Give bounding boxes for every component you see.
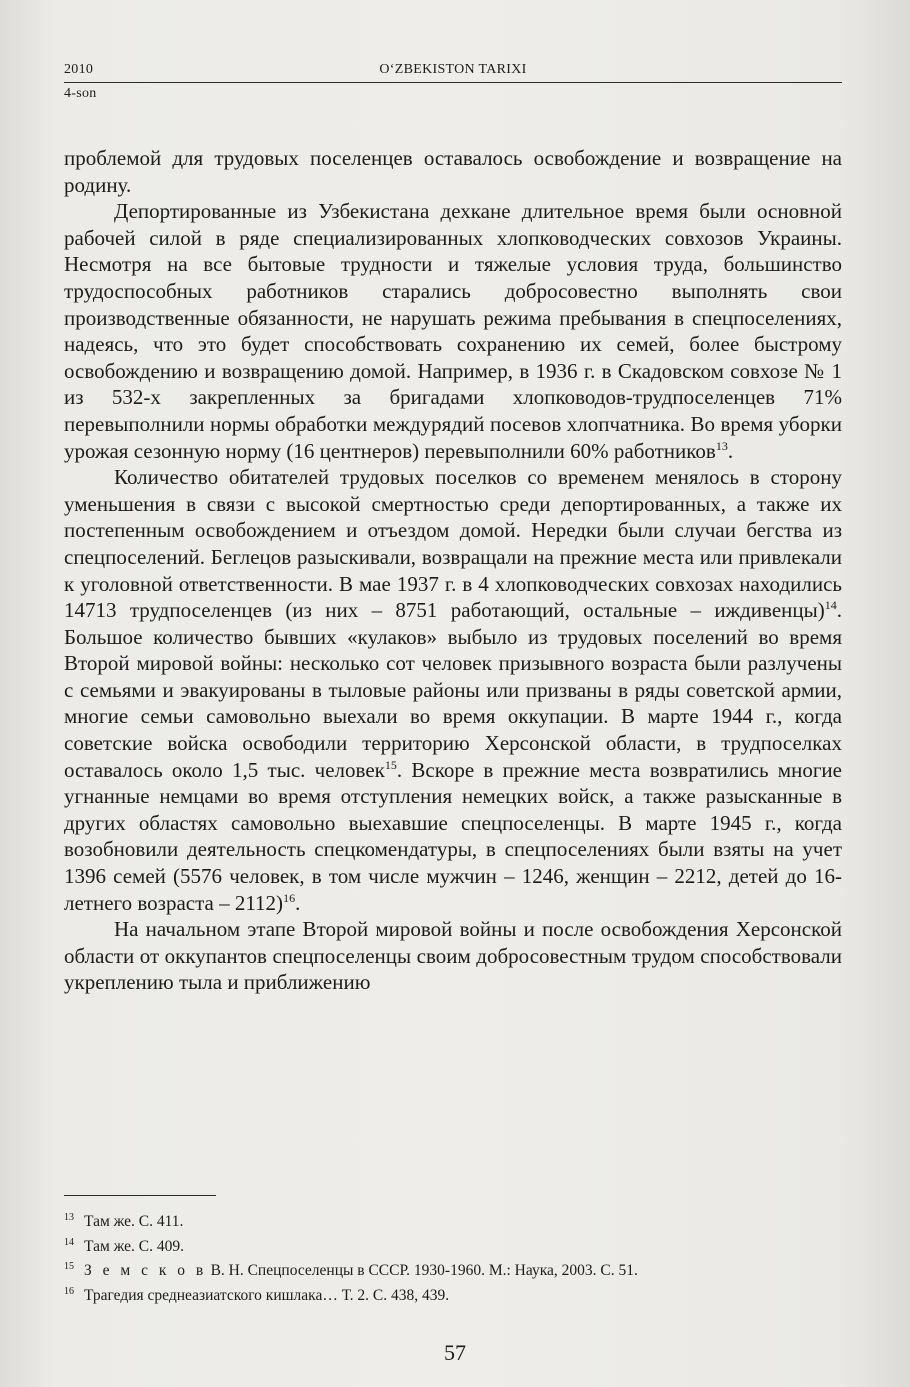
header-journal-title: O‘ZBEKISTON TARIXI [379,62,527,77]
footnote-13: $^{13}$ Там же. С. 411. [64,1212,184,1230]
footnote-ref-16[interactable]: 16 [283,890,296,905]
footnote-16: $^{16}$ Трагедия среднеазиатского кишлака… Т. 2. С. 438, 439. [64,1285,450,1304]
header-rule [64,82,842,83]
paragraph-3: Количество обитателей трудовых поселков со временем менялось в сторону уменьшения в связи с высокой смертностью среди депортированных, а также их постепенным освобождением и отъездом домой. Нередки были случаи бегства из спецпоселений. Беглецов разыскивали, возвращали на прежние места или привлекали к уголовной ответственности. В мае 1937 г. в 4 хлопководческих совхозах находились 14713 трудпоселенцев (из них – 8751 работающий, остальные – иждивенцы)$^{14}$. Большое количество бывших «кулаков» выбыло из трудовых поселений во время Второй мировой войны: несколько сот человек призывного возраста были разлучены с семьями и эвакуированы в тыловые районы или призваны в ряды советской армии, многие семьи самовольно выехали во время оккупации. В марте 1944 г., когда советские войска освободили территорию Херсонской области, в трудпоселках оставалось около 1,5 тыс. человек$^{15}$. Вскоре в прежние места возвратились многие угнанные немцами во время отступления немецких войск, а также разысканные в других областях самовольно выехавшие спецпоселенцы. В марте 1945 г., когда возобновили деятельность спецкомендатуры, в спецпоселениях были взяты на учет 1396 семей (5576 человек, в том числе мужчин – 1246, женщин – 2212, детей до 16-летнего возраста – 2112)$^{16}$. [64,465,842,915]
header-issue: 4-son [64,86,97,101]
paragraph-1: проблемой для трудовых поселенцев оставалось освобождение и возвращение на родину. [64,146,842,197]
footnote-14: $^{14}$ Там же. С. 409. [64,1236,184,1255]
page-number: 57 [444,1340,466,1365]
paragraph-4: На начальном этапе Второй мировой войны и после освобождения Херсонской области от оккупантов спецпоселенцы своим добросовестным трудом способствовали укреплению тыла и приближению [64,917,842,995]
main-text [64,145,842,996]
header-year: 2010 [64,62,94,77]
paragraph-2: Депортированные из Узбекистана дехкане длительное время были основной рабочей силой в ряде специализированных хлопководческих совхозов Украины. Несмотря на все бытовые трудности и тяжелые условия труда, большинство трудоспособных работников старались добросовестно выполнять свои производственные обязанности, не нарушать режима пребывания в спецпоселениях, надеясь, что это будет способствовать сохранению их семей, более быстрому освобождению и возвращению домой. Например, в 1936 г. в Скадовском совхозе № 1 из 532-х закрепленных за бригадами хлопководов-трудпоселенцев 71% перевыполнили нормы обработки междурядий посевов хлопчатника. Во время уборки урожая сезонную норму (16 центнеров) перевыполнили 60% работников$^{13}$. [64,199,842,463]
footnote-author: З е м с к о в [84,1262,207,1279]
footnotes [64,1210,842,1308]
footnote-ref-15[interactable]: 15 [384,757,397,772]
footnote-separator [64,1195,216,1196]
footnote-ref-13[interactable]: 13 [715,438,728,453]
footnote-ref-14[interactable]: 14 [824,598,837,613]
footnote-15: $^{15}$ З е м с к о в В. Н. Спецпоселенцы в СССР. 1930-1960. М.: Наука, 2003. С. 51. [64,1261,638,1279]
